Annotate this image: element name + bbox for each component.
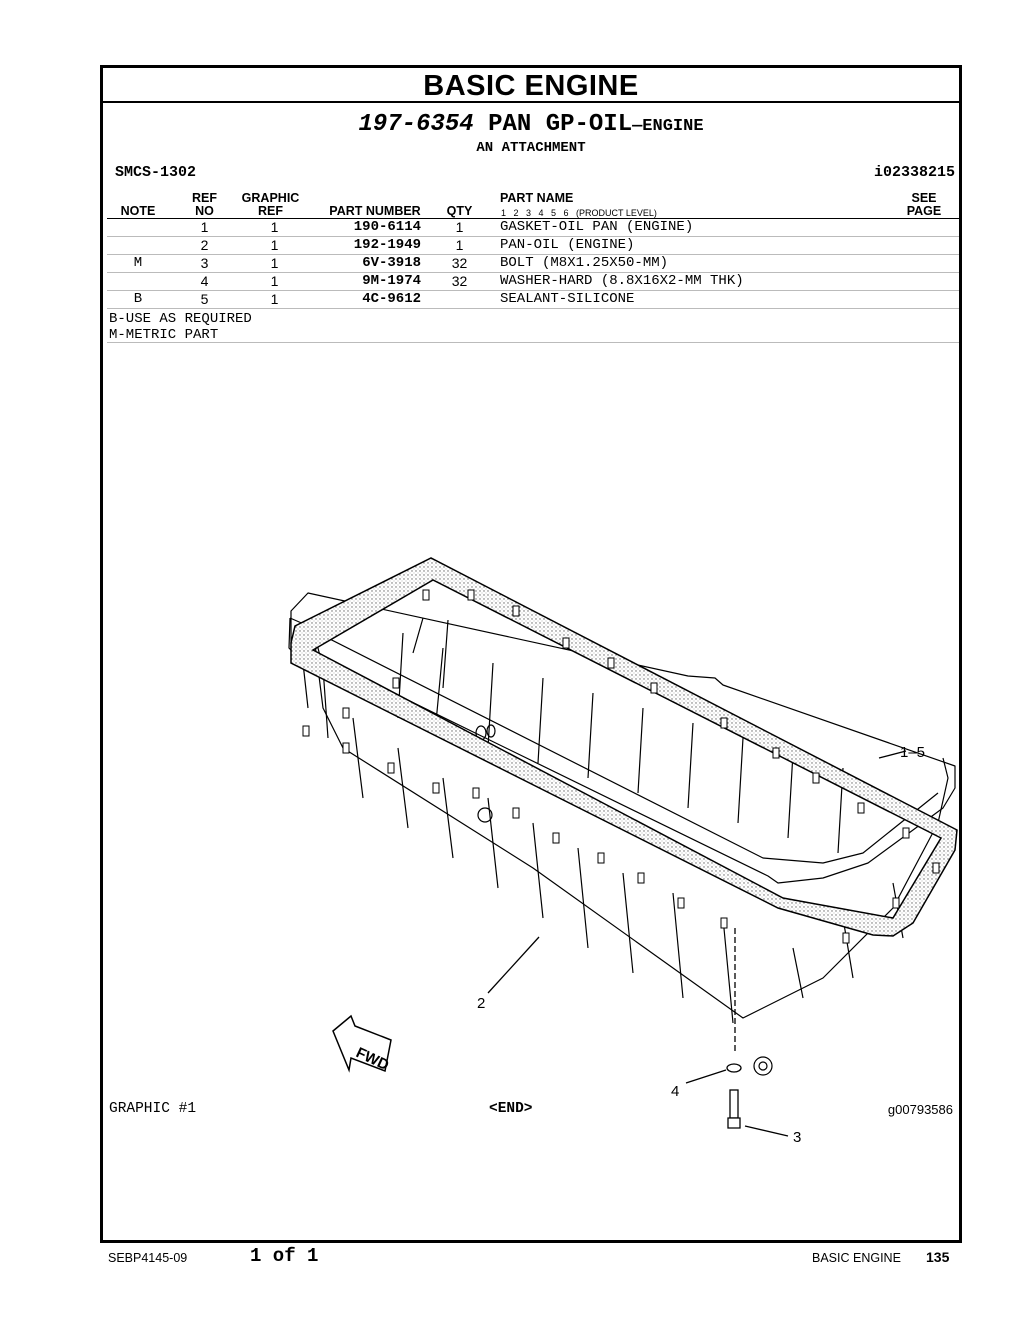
header-part-number: PART NUMBER bbox=[329, 204, 421, 218]
smcs-code: SMCS-1302 bbox=[115, 164, 197, 181]
cell-qty: 1 bbox=[455, 219, 464, 235]
note-item: M-METRIC PART bbox=[109, 327, 219, 343]
graphic-label: GRAPHIC #1 bbox=[109, 1101, 197, 1117]
callout-gasket: 1–5 bbox=[900, 744, 926, 761]
header-ref-bottom: NO bbox=[195, 204, 214, 218]
end-marker: <END> bbox=[489, 1101, 533, 1117]
cell-ref: 1 bbox=[200, 219, 209, 235]
callout-washer: 4 bbox=[671, 1083, 680, 1100]
cell-graphic: 1 bbox=[270, 255, 279, 271]
header-product-levels: 1 2 3 4 5 6 (PRODUCT LEVEL) bbox=[501, 208, 657, 218]
cell-part-number: 190-6114 bbox=[353, 219, 421, 235]
cell-part-number: 6V-3918 bbox=[362, 255, 421, 271]
header-see-bottom: PAGE bbox=[906, 204, 942, 218]
footer-page-number: 135 bbox=[926, 1249, 950, 1265]
title-name: PAN GP-OIL bbox=[488, 111, 633, 138]
cell-qty: 32 bbox=[451, 273, 468, 289]
washer bbox=[727, 1064, 741, 1072]
fwd-arrow-icon bbox=[333, 1016, 392, 1074]
cell-graphic: 1 bbox=[270, 273, 279, 289]
notes-legend bbox=[109, 311, 252, 343]
callout-pan: 2 bbox=[477, 995, 486, 1012]
note-item: B-USE AS REQUIRED bbox=[109, 311, 252, 327]
page-subtitle: AN ATTACHMENT bbox=[476, 140, 586, 156]
cell-qty: 1 bbox=[455, 237, 464, 253]
cell-note: M bbox=[133, 255, 143, 271]
header-see-top: SEE bbox=[911, 191, 937, 205]
fwd-label: FWD bbox=[353, 1044, 392, 1075]
cell-name: PAN-OIL (ENGINE) bbox=[500, 237, 635, 253]
table-row bbox=[107, 237, 959, 255]
cell-ref: 5 bbox=[200, 291, 209, 307]
pan-flange bbox=[291, 593, 955, 883]
footer-doc-number: SEBP4145-09 bbox=[108, 1251, 188, 1265]
cell-part-number: 192-1949 bbox=[353, 237, 421, 253]
cell-graphic: 1 bbox=[270, 237, 279, 253]
cell-qty: 32 bbox=[451, 255, 468, 271]
flange-bolts bbox=[303, 590, 939, 943]
cell-note: B bbox=[133, 291, 143, 307]
bolt bbox=[730, 1090, 738, 1118]
notes-divider bbox=[107, 342, 959, 343]
document-identifier: i02338215 bbox=[873, 164, 955, 181]
title-part-number: 197-6354 bbox=[358, 111, 474, 138]
table-row bbox=[107, 219, 959, 237]
cell-name: BOLT (M8X1.25X50-MM) bbox=[500, 255, 669, 271]
header-note: NOTE bbox=[120, 204, 156, 218]
cell-part-number: 9M-1974 bbox=[362, 273, 421, 289]
title-suffix: —ENGINE bbox=[632, 117, 704, 136]
header-ref-top: REF bbox=[192, 191, 217, 205]
page-frame bbox=[100, 65, 962, 1243]
cell-ref: 2 bbox=[200, 237, 209, 253]
graphic-id: g00793586 bbox=[887, 1102, 953, 1117]
cell-ref: 3 bbox=[200, 255, 209, 271]
header-graphic-top: GRAPHIC bbox=[241, 191, 300, 205]
table-row bbox=[107, 273, 959, 291]
cell-name: WASHER-HARD (8.8X16X2-MM THK) bbox=[500, 273, 744, 289]
table-row bbox=[107, 255, 959, 273]
section-title: BASIC ENGINE bbox=[103, 68, 959, 103]
cell-part-number: 4C-9612 bbox=[362, 291, 421, 307]
cell-name: SEALANT-SILICONE bbox=[500, 291, 635, 307]
header-qty: QTY bbox=[446, 204, 473, 218]
header-part-name: PART NAME bbox=[500, 191, 574, 205]
table-row bbox=[107, 291, 959, 309]
cell-graphic: 1 bbox=[270, 291, 279, 307]
footer-section: BASIC ENGINE bbox=[812, 1251, 901, 1265]
page-title bbox=[103, 112, 959, 140]
callout-bolt: 3 bbox=[793, 1129, 802, 1146]
footer-page-of: 1 of 1 bbox=[250, 1245, 319, 1267]
cell-ref: 4 bbox=[200, 273, 209, 289]
cell-graphic: 1 bbox=[270, 219, 279, 235]
cell-name: GASKET-OIL PAN (ENGINE) bbox=[500, 219, 694, 235]
header-graphic-bottom: REF bbox=[258, 204, 283, 218]
